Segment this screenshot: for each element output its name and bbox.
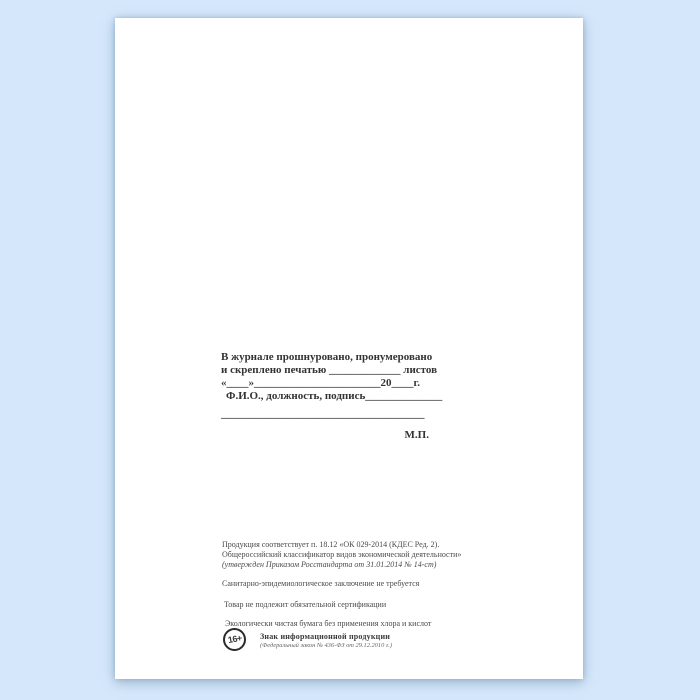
product-standard-line-3: (утвержден Приказом Росстандарта от 31.01.2014 № 14-ст) (222, 560, 437, 569)
journal-back-page (115, 18, 583, 679)
signature-underscore-line: _____________________________________ (221, 408, 425, 420)
product-standard-line-1: Продукция соответствует п. 18.12 «ОК 029-2014 (КДЕС Ред. 2). (222, 540, 440, 549)
binding-line-4: Ф.И.О., должность, подпись______________ (226, 390, 443, 402)
ecology-statement: Экологически чистая бумага без применения хлора и кислот (225, 619, 432, 628)
product-standard-line-2: Общероссийский классификатор видов экономической деятельности» (222, 550, 462, 559)
age-rating-label: 16+ (226, 632, 243, 646)
compliance-block (222, 540, 461, 629)
info-sign-text (260, 632, 392, 649)
info-sign-law-note: (Федеральный закон № 436-ФЗ от 29.12.2010 г.) (260, 642, 393, 649)
binding-line-2: и скреплено печатью _____________ листов (221, 364, 438, 376)
stamp-place-label: М.П. (404, 429, 429, 441)
sanitary-statement: Санитарно-эпидемиологическое заключение не требуется (222, 579, 420, 588)
binding-certification-block (221, 351, 443, 442)
information-product-sign (223, 628, 392, 651)
age-rating-16-plus-icon (223, 628, 246, 651)
info-sign-title: Знак информационной продукции (260, 632, 391, 641)
binding-line-1: В журнале прошнуровано, пронумеровано (221, 351, 433, 363)
binding-line-3: «____»_______________________20____г. (221, 377, 421, 389)
certification-statement: Товар не подлежит обязательной сертификации (224, 600, 387, 609)
